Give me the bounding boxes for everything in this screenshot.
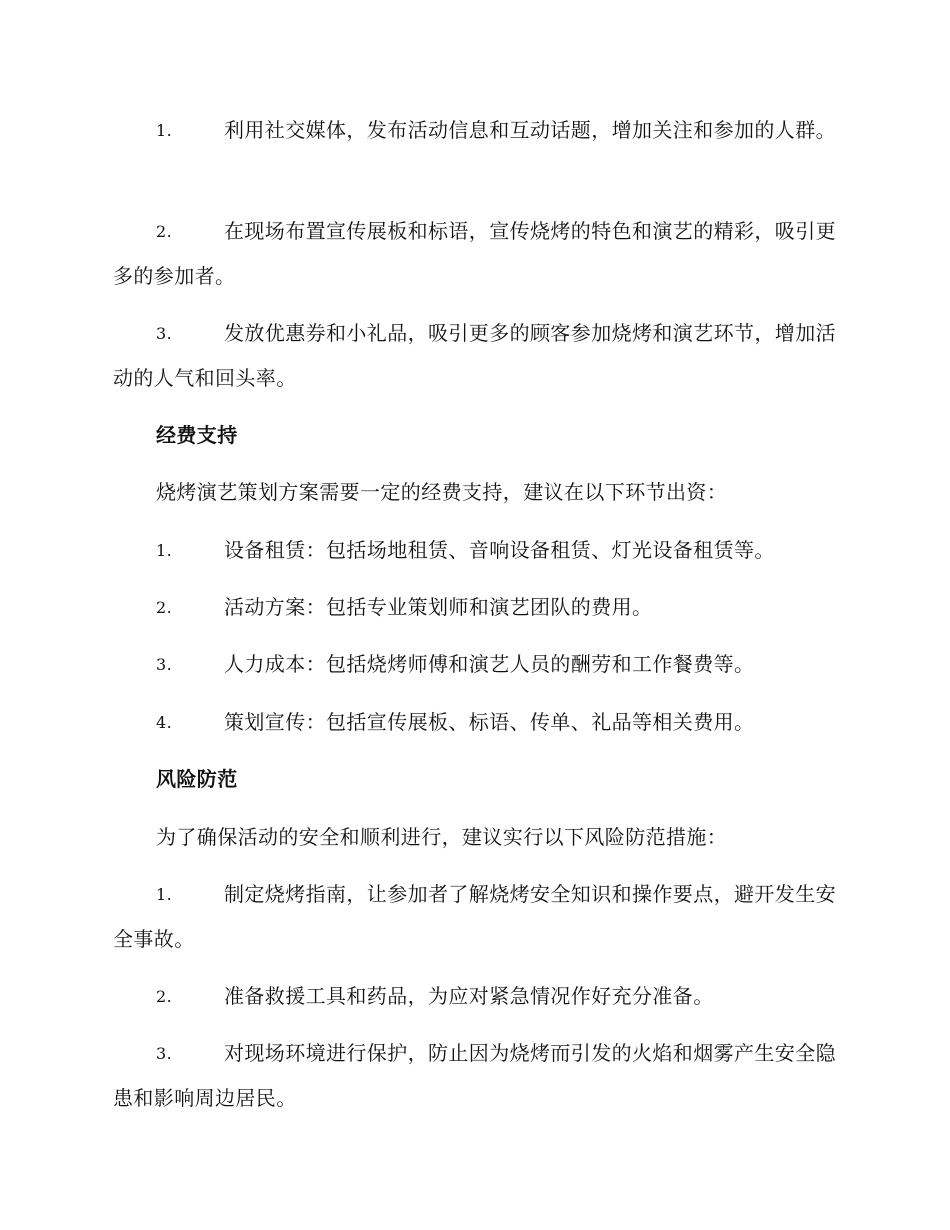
risk-item-2 — [113, 974, 837, 1019]
list-text: 在现场布置宣传展板和标语，宣传烧烤的特色和演艺的精彩，吸引更多的参加者。 — [113, 219, 836, 288]
list-text: 人力成本：包括烧烤师傅和演艺人员的酬劳和工作餐费等。 — [224, 652, 755, 676]
section-heading-risk: 风险防范 — [156, 767, 238, 791]
list-number: 2. — [156, 987, 173, 1006]
funding-item-1 — [113, 528, 837, 573]
list-number: 4. — [156, 713, 173, 732]
list-number: 1. — [156, 885, 173, 904]
list-number: 3. — [156, 324, 173, 343]
funding-item-3 — [113, 642, 837, 687]
list-text: 对现场环境进行保护，防止因为烧烤而引发的火焰和烟雾产生安全隐患和影响周边居民。 — [113, 1041, 836, 1110]
promotion-item-1 — [113, 108, 837, 153]
list-text: 发放优惠券和小礼品，吸引更多的顾客参加烧烤和演艺环节，增加活动的人气和回头率。 — [113, 321, 836, 390]
funding-item-2 — [113, 585, 837, 630]
promotion-item-2 — [113, 209, 837, 299]
funding-intro: 烧烤演艺策划方案需要一定的经费支持，建议在以下环节出资： — [156, 480, 728, 504]
promotion-item-3 — [113, 311, 837, 401]
list-text: 策划宣传：包括宣传展板、标语、传单、礼品等相关费用。 — [224, 710, 755, 734]
risk-intro: 为了确保活动的安全和顺利进行，建议实行以下风险防范措施： — [156, 825, 728, 849]
list-text: 制定烧烤指南，让参加者了解烧烤安全知识和操作要点，避开发生安全事故。 — [113, 882, 836, 951]
risk-item-1 — [113, 872, 837, 962]
list-number: 3. — [156, 1044, 173, 1063]
risk-item-3 — [113, 1031, 837, 1121]
list-text: 利用社交媒体，发布活动信息和互动话题，增加关注和参加的人群。 — [224, 118, 836, 142]
list-text: 活动方案：包括专业策划师和演艺团队的费用。 — [224, 595, 653, 619]
funding-item-4 — [113, 700, 837, 745]
list-number: 1. — [156, 121, 173, 140]
list-number: 1. — [156, 541, 173, 560]
section-heading-funding: 经费支持 — [156, 423, 238, 447]
list-text: 设备租赁：包括场地租赁、音响设备租赁、灯光设备租赁等。 — [224, 538, 775, 562]
list-text: 准备救援工具和药品，为应对紧急情况作好充分准备。 — [224, 984, 714, 1008]
list-number: 2. — [156, 598, 173, 617]
list-number: 3. — [156, 655, 173, 674]
list-number: 2. — [156, 222, 173, 241]
